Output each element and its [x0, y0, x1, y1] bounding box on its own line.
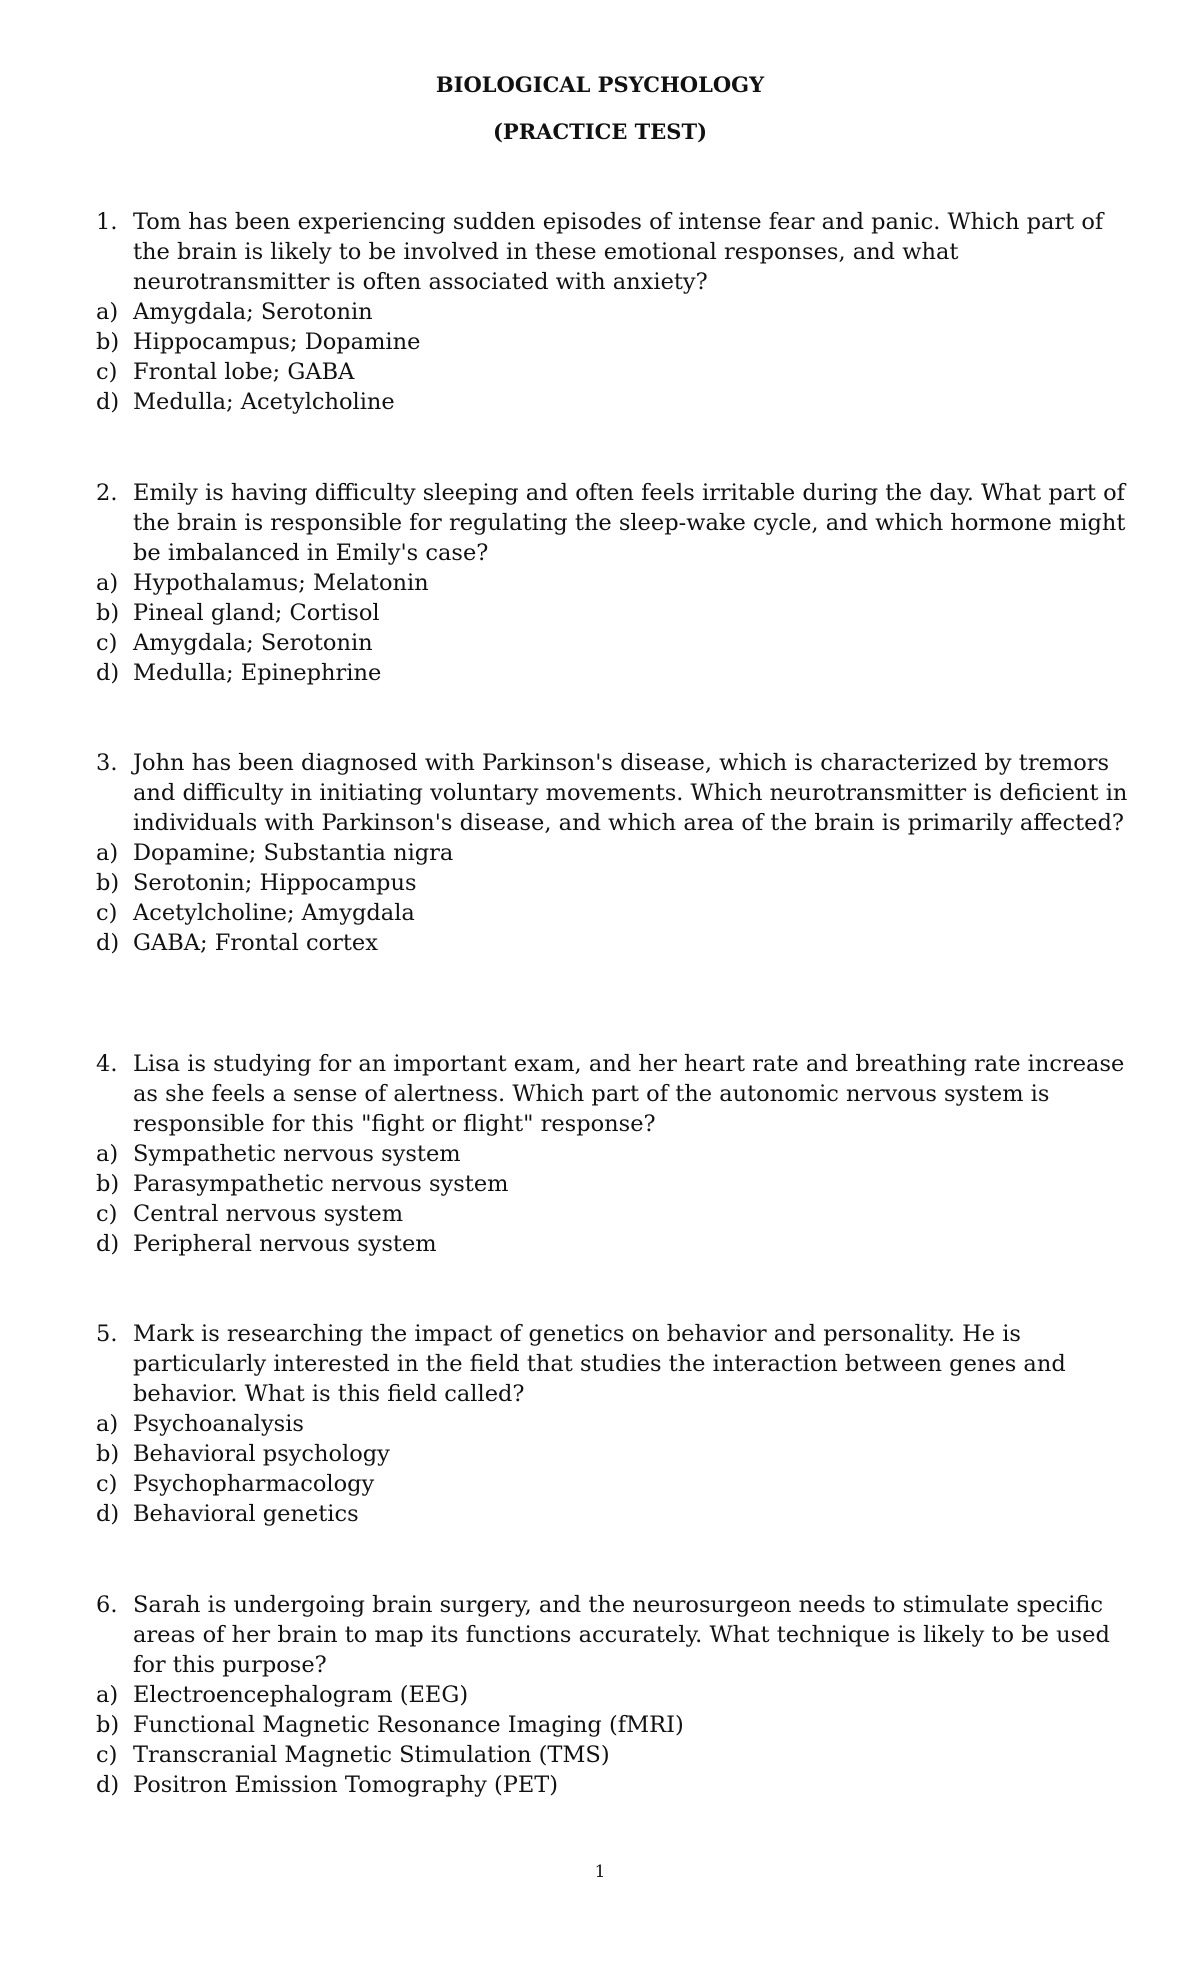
option-label: c)	[96, 630, 118, 656]
option-text: GABA; Frontal cortex	[133, 930, 378, 956]
option-label: c)	[96, 1471, 118, 1497]
option-a[interactable]	[96, 1139, 1136, 1169]
option-label: b)	[96, 329, 120, 355]
option-b[interactable]	[96, 868, 1136, 898]
option-text: Medulla; Acetylcholine	[133, 389, 395, 415]
option-b[interactable]	[96, 598, 1136, 628]
question-text: Sarah is undergoing brain surgery, and the neurosurgeon needs to stimulate specific areas of her brain to map its functions accurately. What technique is likely to be used for this purpose?	[133, 1592, 1110, 1678]
question-text: John has been diagnosed with Parkinson's disease, which is characterized by tremors and difficulty in initiating voluntary movements. Which neurotransmitter is deficient in individuals with Parkinson's disease, and which area of the brain is primarily affected?	[133, 750, 1128, 836]
question-text: Emily is having difficulty sleeping and often feels irritable during the day. What part of the brain is responsible for regulating the sleep-wake cycle, and which hormone might be imbalanced in Emily's case?	[133, 480, 1126, 566]
option-b[interactable]	[96, 1169, 1136, 1199]
option-label: d)	[96, 1501, 120, 1527]
option-d[interactable]	[96, 387, 1136, 417]
option-label: b)	[96, 1171, 120, 1197]
option-text: Psychopharmacology	[133, 1471, 375, 1497]
question-number: 4.	[96, 1051, 118, 1077]
option-label: a)	[96, 299, 119, 325]
option-label: c)	[96, 1201, 118, 1227]
option-label: b)	[96, 870, 120, 896]
option-text: Dopamine; Substantia nigra	[133, 840, 454, 866]
option-text: Psychoanalysis	[133, 1411, 304, 1437]
option-label: a)	[96, 570, 119, 596]
option-c[interactable]	[96, 357, 1136, 387]
option-text: Peripheral nervous system	[133, 1231, 437, 1257]
option-label: d)	[96, 660, 120, 686]
question-6	[96, 1590, 1136, 1800]
option-label: d)	[96, 1772, 120, 1798]
option-label: d)	[96, 1231, 120, 1257]
option-b[interactable]	[96, 327, 1136, 357]
option-text: Amygdala; Serotonin	[133, 299, 373, 325]
option-d[interactable]	[96, 1229, 1136, 1259]
question-number: 6.	[96, 1592, 118, 1618]
option-text: Sympathetic nervous system	[133, 1141, 461, 1167]
option-label: a)	[96, 1411, 119, 1437]
option-c[interactable]	[96, 628, 1136, 658]
question-number: 1.	[96, 209, 118, 235]
option-label: a)	[96, 1141, 119, 1167]
option-b[interactable]	[96, 1439, 1136, 1469]
option-b[interactable]	[96, 1710, 1136, 1740]
option-label: d)	[96, 930, 120, 956]
option-text: Acetylcholine; Amygdala	[133, 900, 415, 926]
option-text: Amygdala; Serotonin	[133, 630, 373, 656]
option-text: Medulla; Epinephrine	[133, 660, 382, 686]
question-text: Tom has been experiencing sudden episodes of intense fear and panic. Which part of the brain is likely to be involved in these emotional responses, and what neurotransmitter is often associated with anxiety?	[133, 209, 1104, 295]
option-text: Functional Magnetic Resonance Imaging (fMRI)	[133, 1712, 684, 1738]
document-title: BIOLOGICAL PSYCHOLOGY	[435, 72, 765, 97]
question-3	[96, 748, 1136, 958]
option-text: Frontal lobe; GABA	[133, 359, 355, 385]
question-number: 2.	[96, 480, 118, 506]
option-c[interactable]	[96, 1740, 1136, 1770]
option-a[interactable]	[96, 568, 1136, 598]
option-a[interactable]	[96, 1680, 1136, 1710]
option-text: Hippocampus; Dopamine	[133, 329, 421, 355]
option-d[interactable]	[96, 928, 1136, 958]
option-a[interactable]	[96, 1409, 1136, 1439]
option-c[interactable]	[96, 898, 1136, 928]
question-1	[96, 207, 1136, 417]
option-text: Central nervous system	[133, 1201, 404, 1227]
option-d[interactable]	[96, 658, 1136, 688]
option-c[interactable]	[96, 1469, 1136, 1499]
option-text: Transcranial Magnetic Stimulation (TMS)	[133, 1742, 610, 1768]
option-label: c)	[96, 900, 118, 926]
option-text: Parasympathetic nervous system	[133, 1171, 509, 1197]
option-c[interactable]	[96, 1199, 1136, 1229]
question-text: Mark is researching the impact of genetics on behavior and personality. He is particularly interested in the field that studies the interaction between genes and behavior. What is this field called?	[133, 1321, 1066, 1407]
question-number: 5.	[96, 1321, 118, 1347]
option-text: Hypothalamus; Melatonin	[133, 570, 429, 596]
option-a[interactable]	[96, 838, 1136, 868]
option-text: Behavioral psychology	[133, 1441, 390, 1467]
question-4	[96, 1049, 1136, 1259]
option-text: Pineal gland; Cortisol	[133, 600, 380, 626]
option-d[interactable]	[96, 1770, 1136, 1800]
option-label: d)	[96, 389, 120, 415]
option-d[interactable]	[96, 1499, 1136, 1529]
option-label: a)	[96, 1682, 119, 1708]
question-text: Lisa is studying for an important exam, and her heart rate and breathing rate increase as she feels a sense of alertness. Which part of the autonomic nervous system is responsible for this "fight or flight" response?	[133, 1051, 1125, 1137]
option-label: b)	[96, 1441, 120, 1467]
option-label: c)	[96, 359, 118, 385]
question-number: 3.	[96, 750, 118, 776]
option-text: Serotonin; Hippocampus	[133, 870, 417, 896]
option-label: b)	[96, 600, 120, 626]
document-subtitle: (PRACTICE TEST)	[492, 119, 708, 144]
option-a[interactable]	[96, 297, 1136, 327]
option-label: b)	[96, 1712, 120, 1738]
option-label: c)	[96, 1742, 118, 1768]
question-5	[96, 1319, 1136, 1529]
option-label: a)	[96, 840, 119, 866]
option-text: Behavioral genetics	[133, 1501, 359, 1527]
option-text: Electroencephalogram (EEG)	[133, 1682, 469, 1708]
option-text: Positron Emission Tomography (PET)	[133, 1772, 559, 1798]
page-number: 1	[594, 1862, 606, 1882]
question-2	[96, 478, 1136, 688]
